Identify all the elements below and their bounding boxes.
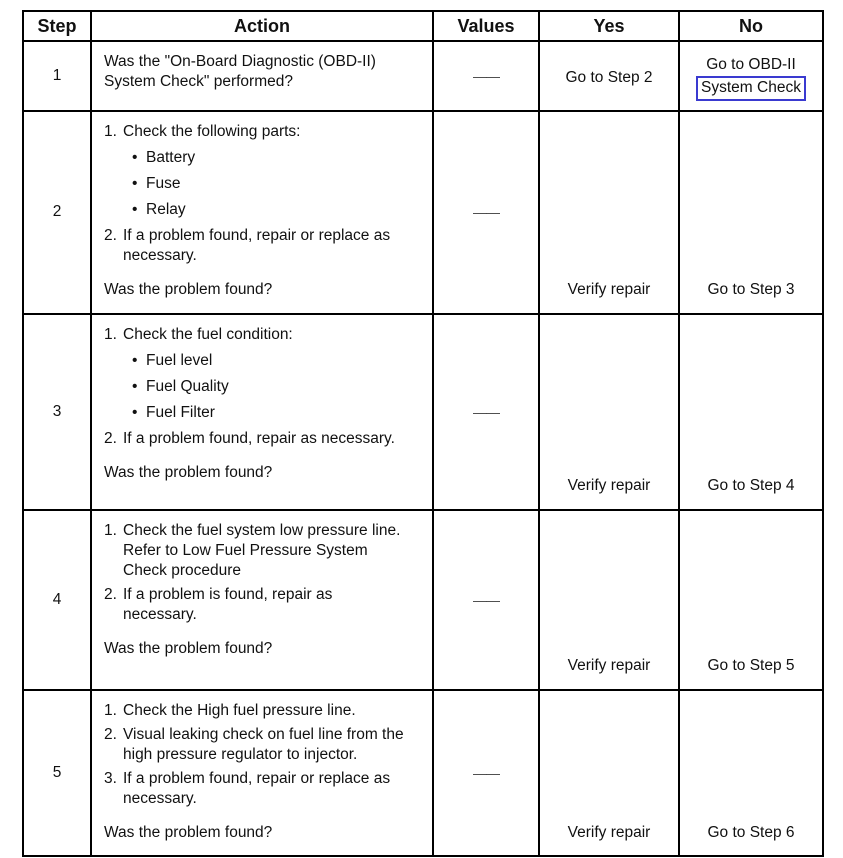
row-step-4 bbox=[23, 510, 823, 690]
bullet-icon: • bbox=[132, 377, 138, 395]
step-cell: 3 bbox=[23, 314, 91, 510]
bullet-item bbox=[104, 375, 410, 399]
item-number: 1. bbox=[104, 701, 117, 719]
system-check-link[interactable]: System Check bbox=[696, 76, 806, 101]
action-item bbox=[104, 122, 410, 142]
action-item bbox=[104, 429, 410, 449]
action-cell bbox=[91, 690, 433, 857]
bullet-text: Fuel Filter bbox=[146, 403, 215, 421]
bullet-text: Fuse bbox=[146, 175, 181, 193]
item-number: 2. bbox=[104, 725, 117, 743]
col-header-step: Step bbox=[23, 11, 91, 41]
action-item bbox=[104, 585, 410, 625]
item-number: 1. bbox=[104, 123, 117, 140]
values-cell: —— bbox=[433, 41, 539, 111]
item-text: If a problem is found, repair as necessary. bbox=[123, 586, 333, 624]
header-row bbox=[23, 11, 823, 41]
item-text: Check the High fuel pressure line. bbox=[123, 701, 356, 719]
yes-cell: Verify repair bbox=[539, 314, 679, 510]
item-text: If a problem found, repair or replace as necessary. bbox=[123, 227, 391, 265]
item-text: Check the following parts: bbox=[123, 123, 301, 140]
item-sub-text: Refer to Low Fuel Pressure System Check procedure bbox=[123, 541, 368, 579]
action-cell bbox=[91, 510, 433, 690]
bullet-text: Relay bbox=[146, 201, 186, 219]
item-text: If a problem found, repair as necessary. bbox=[123, 429, 395, 447]
action-item bbox=[104, 769, 410, 809]
action-question: Was the problem found? bbox=[104, 463, 273, 481]
bullet-text: Battery bbox=[146, 149, 196, 167]
action-item bbox=[104, 521, 410, 581]
action-question: Was the "On-Board Diagnostic (OBD-II) System Check" performed? bbox=[104, 53, 376, 91]
item-number: 1. bbox=[104, 521, 117, 539]
no-cell bbox=[679, 41, 823, 111]
item-text: If a problem found, repair or replace as necessary. bbox=[123, 770, 391, 808]
values-cell: —— bbox=[433, 314, 539, 510]
bullet-item bbox=[104, 349, 410, 373]
no-cell: Go to Step 4 bbox=[679, 314, 823, 510]
step-cell: 1 bbox=[23, 41, 91, 111]
action-item bbox=[104, 701, 410, 721]
bullet-icon: • bbox=[132, 351, 138, 369]
item-number: 2. bbox=[104, 429, 117, 447]
item-number: 1. bbox=[104, 325, 117, 343]
action-question: Was the problem found? bbox=[104, 824, 273, 842]
row-step-2 bbox=[23, 111, 823, 314]
col-header-values: Values bbox=[433, 11, 539, 41]
bullet-item bbox=[104, 401, 410, 425]
bullet-item bbox=[104, 146, 410, 170]
action-cell bbox=[91, 314, 433, 510]
item-text: Visual leaking check on fuel line from the high pressure regulator to injector. bbox=[123, 725, 404, 763]
row-step-1 bbox=[23, 41, 823, 111]
item-number: 3. bbox=[104, 770, 117, 788]
bullet-icon: • bbox=[132, 175, 138, 193]
col-header-action: Action bbox=[91, 11, 433, 41]
no-cell: Go to Step 5 bbox=[679, 510, 823, 690]
item-main-text: Check the fuel system low pressure line. bbox=[123, 521, 401, 539]
yes-cell: Verify repair bbox=[539, 510, 679, 690]
bullet-item bbox=[104, 198, 410, 222]
bullet-item bbox=[104, 172, 410, 196]
yes-cell: Go to Step 2 bbox=[539, 41, 679, 111]
values-cell: —— bbox=[433, 690, 539, 857]
no-text: Go to OBD-II bbox=[706, 55, 796, 73]
yes-cell: Verify repair bbox=[539, 111, 679, 314]
bullet-icon: • bbox=[132, 149, 138, 167]
step-cell: 4 bbox=[23, 510, 91, 690]
no-cell: Go to Step 3 bbox=[679, 111, 823, 314]
action-item bbox=[104, 325, 410, 345]
row-step-5 bbox=[23, 690, 823, 857]
action-cell bbox=[91, 111, 433, 314]
item-text: Check the fuel condition: bbox=[123, 325, 293, 343]
bullet-icon: • bbox=[132, 201, 138, 219]
col-header-yes: Yes bbox=[539, 11, 679, 41]
step-cell: 5 bbox=[23, 690, 91, 857]
values-cell: —— bbox=[433, 510, 539, 690]
step-cell: 2 bbox=[23, 111, 91, 314]
action-question: Was the problem found? bbox=[104, 640, 273, 658]
diagnostic-table bbox=[22, 10, 824, 857]
item-number: 2. bbox=[104, 227, 117, 245]
action-item bbox=[104, 725, 410, 765]
action-item bbox=[104, 226, 410, 266]
bullet-icon: • bbox=[132, 403, 138, 421]
item-text bbox=[123, 521, 410, 581]
item-number: 2. bbox=[104, 586, 117, 604]
action-cell bbox=[91, 41, 433, 111]
action-question: Was the problem found? bbox=[104, 281, 273, 299]
col-header-no: No bbox=[679, 11, 823, 41]
bullet-text: Fuel Quality bbox=[146, 377, 229, 395]
no-cell: Go to Step 6 bbox=[679, 690, 823, 857]
values-cell: —— bbox=[433, 111, 539, 314]
row-step-3 bbox=[23, 314, 823, 510]
bullet-text: Fuel level bbox=[146, 351, 213, 369]
yes-cell: Verify repair bbox=[539, 690, 679, 857]
